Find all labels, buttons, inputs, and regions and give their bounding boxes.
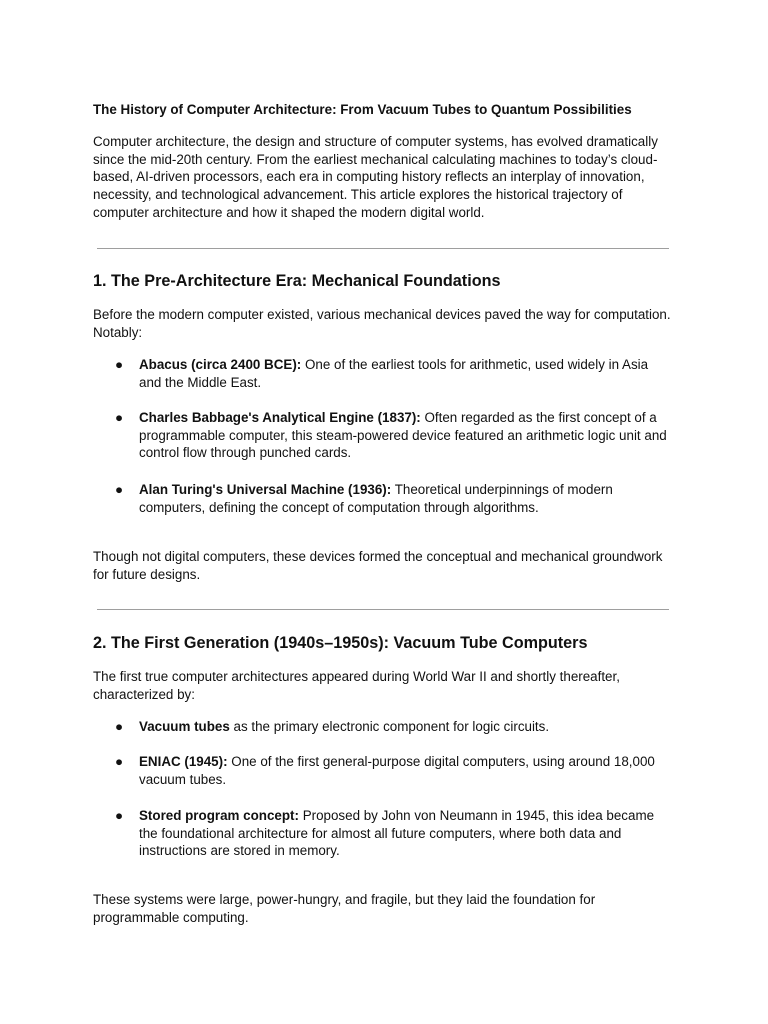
section-closing-paragraph: These systems were large, power-hungry, and fragile, but they laid the foundation for programmable computing. xyxy=(93,892,596,925)
bullet-text xyxy=(139,718,674,736)
bullet-marker: ● xyxy=(115,754,124,769)
bullet-term: Alan Turing's Universal Machine (1936): xyxy=(139,482,392,497)
horizontal-divider xyxy=(97,248,669,249)
bullet-marker: ● xyxy=(115,357,124,372)
bullet-description: Theoretical underpinnings of modern computers, defining the concept of computation through algorithms. xyxy=(139,482,613,515)
bullet-text xyxy=(139,807,674,860)
bullet-marker: ● xyxy=(115,808,124,823)
bullet-text xyxy=(139,481,674,516)
bullet-text xyxy=(139,356,674,391)
bullet-description: Often regarded as the first concept of a programmable computer, this steam-powered device featured an arithmetic logic unit and control flow through punched cards. xyxy=(139,410,667,461)
section-lead-paragraph: The first true computer architectures appeared during World War II and shortly thereafter, characterized by: xyxy=(93,669,620,702)
bullet-description: One of the earliest tools for arithmetic, used widely in Asia and the Middle East. xyxy=(139,357,649,390)
section-lead-paragraph: Before the modern computer existed, various mechanical devices paved the way for computation. Notably: xyxy=(93,307,671,340)
document-title: The History of Computer Architecture: From Vacuum Tubes to Quantum Possibilities xyxy=(93,102,632,117)
intro-paragraph: Computer architecture, the design and structure of computer systems, has evolved dramatically since the mid-20th century. From the earliest mechanical calculating machines to today’s cloud-based, AI-driven processors, each era in computing history reflects an interplay of innovation, necessity, and technological advancement. This article explores the historical trajectory of computer architecture and how it shaped the modern digital world. xyxy=(93,134,658,220)
horizontal-divider xyxy=(97,609,669,610)
section-closing-paragraph: Though not digital computers, these devices formed the conceptual and mechanical groundwork for future designs. xyxy=(93,549,663,582)
bullet-marker: ● xyxy=(115,482,124,497)
bullet-term: Charles Babbage's Analytical Engine (1837): xyxy=(139,410,421,425)
bullet-term: ENIAC (1945): xyxy=(139,754,228,769)
bullet-term: Vacuum tubes xyxy=(139,719,230,734)
bullet-term: Abacus (circa 2400 BCE): xyxy=(139,357,302,372)
bullet-text xyxy=(139,753,674,788)
section-heading: 2. The First Generation (1940s–1950s): Vacuum Tube Computers xyxy=(93,634,588,652)
bullet-description: Proposed by John von Neumann in 1945, this idea became the foundational architecture for almost all future computers, where both data and instructions are stored in memory. xyxy=(139,808,655,859)
bullet-description: One of the first general-purpose digital computers, using around 18,000 vacuum tubes. xyxy=(139,754,655,787)
bullet-term: Stored program concept: xyxy=(139,808,299,823)
bullet-marker: ● xyxy=(115,410,124,425)
bullet-text xyxy=(139,409,674,462)
bullet-marker: ● xyxy=(115,719,124,734)
section-heading: 1. The Pre-Architecture Era: Mechanical Foundations xyxy=(93,272,501,290)
bullet-description: as the primary electronic component for logic circuits. xyxy=(229,719,550,734)
